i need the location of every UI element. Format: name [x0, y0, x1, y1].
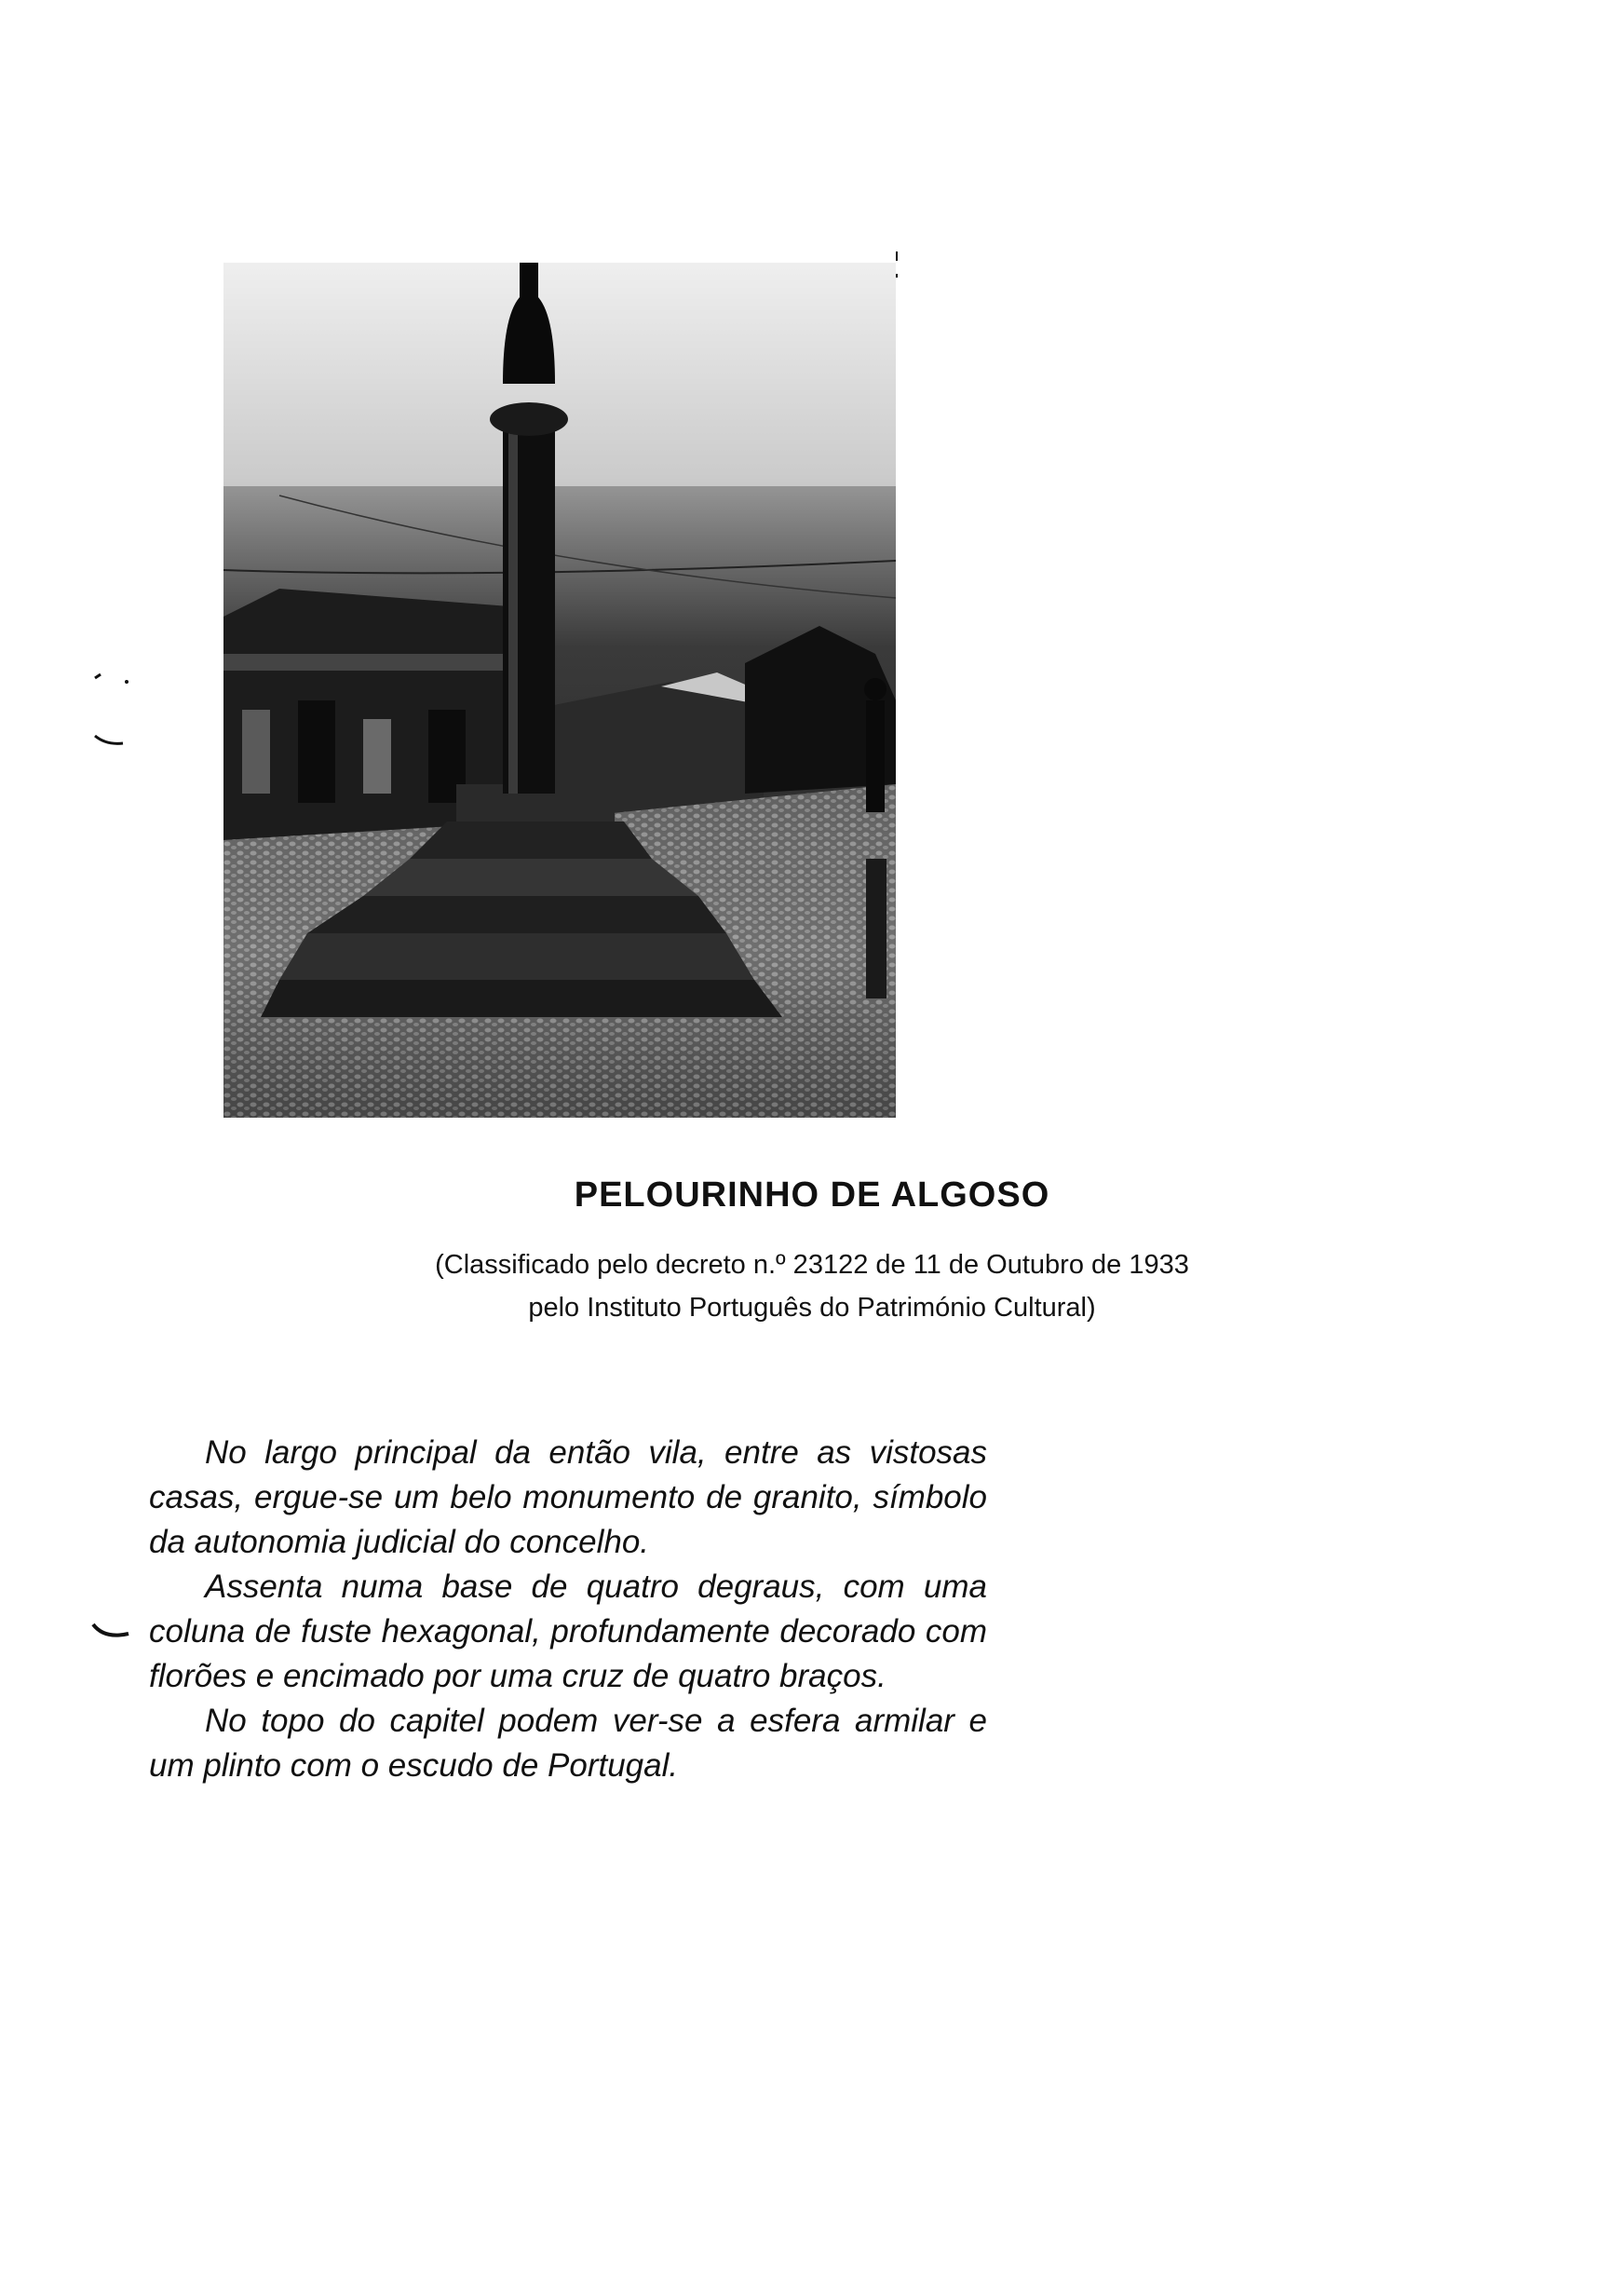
description-paragraph: Assenta numa base de quatro degraus, com uma coluna de fuste hexagonal, profundamente decorado com florões e encimado por uma cruz de quatro braços.: [149, 1568, 987, 1694]
pillory-photo: [223, 263, 896, 1118]
scan-speck: [888, 242, 907, 298]
classification-line-1: (Classificado pelo decreto n.º 23122 de 11 de Outubro de 1933: [435, 1250, 1189, 1280]
margin-mark: [91, 1619, 138, 1647]
description-paragraph: No largo principal da então vila, entre as vistosas casas, ergue-se um belo monumento de granito, símbolo da autonomia judicial do concelho.: [149, 1434, 987, 1560]
monument-title: PELOURINHO DE ALGOSO: [574, 1175, 1050, 1215]
margin-mark: [89, 671, 145, 754]
classification-line-2: pelo Instituto Português do Património Cultural): [528, 1293, 1096, 1323]
description: [149, 1431, 987, 1788]
description-paragraph: No topo do capitel podem ver-se a esfera armilar e um plinto com o escudo de Portugal.: [149, 1703, 987, 1784]
